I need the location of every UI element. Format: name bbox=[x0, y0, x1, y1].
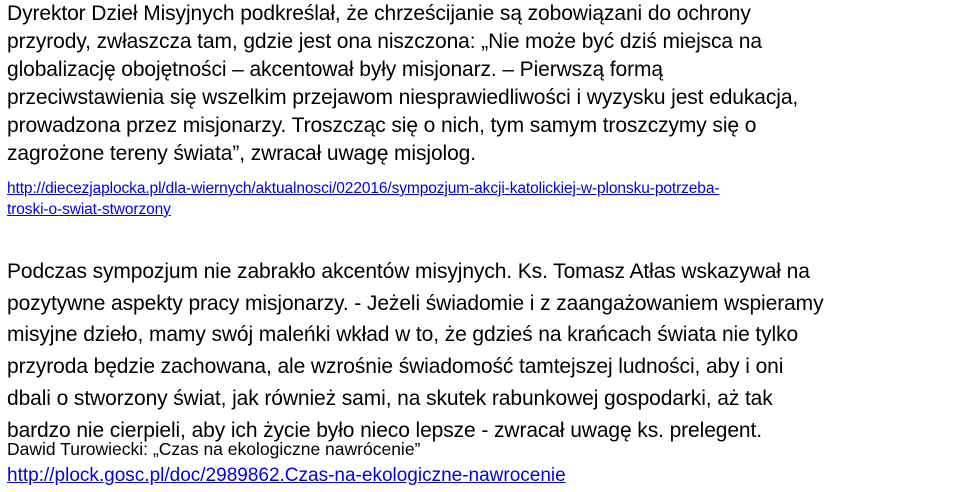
source-link-line[interactable]: http://diecezjaplocka.pl/dla-wiernych/aktualnosci/022016/sympozjum-akcji-katolickiej-w-plonsku-potrzeba- bbox=[7, 180, 720, 197]
paragraph-missions-director bbox=[7, 0, 957, 168]
paragraph-line: pozytywne aspekty pracy misjonarzy. - Jeżeli świadomie i z zaangażowaniem wspieramy bbox=[7, 291, 824, 315]
article-citation: Dawid Turowiecki: „Czas na ekologiczne nawrócenie” bbox=[7, 439, 421, 459]
paragraph-line: prowadzona przez misjonarzy. Troszcząc się o nich, tym samym troszczymy się o bbox=[7, 114, 757, 137]
paragraph-line: misyjne dzieło, mamy swój maleńki wkład w to, że gdzieś na krańcach świata nie tylko bbox=[7, 323, 799, 347]
paragraph-line: przyroda będzie zachowana, ale wzrośnie świadomość tamtejszej ludności, aby i oni bbox=[7, 355, 784, 379]
paragraph-symposium bbox=[7, 256, 957, 446]
paragraph-line: globalizację obojętności – akcentował były misjonarz. – Pierwszą formą bbox=[7, 58, 663, 81]
source-link-text[interactable]: http://plock.gosc.pl/doc/2989862.Czas-na-ekologiczne-nawrocenie bbox=[7, 465, 566, 486]
paragraph-line: bardzo nie cierpieli, aby ich życie było nieco lepsze - zwracał uwagę ks. prelegent. bbox=[7, 418, 762, 442]
paragraph-line: przyrody, zwłaszcza tam, gdzie jest ona niszczona: „Nie może być dziś miejsca na bbox=[7, 30, 762, 53]
paragraph-line: zagrożone tereny świata”, zwracał uwagę misjolog. bbox=[7, 142, 476, 165]
paragraph-line: Podczas sympozjum nie zabrakło akcentów misyjnych. Ks. Tomasz Atłas wskazywał na bbox=[7, 260, 810, 283]
source-link-line[interactable]: troski-o-swiat-stworzony bbox=[7, 201, 171, 218]
paragraph-line: Dyrektor Dzieł Misyjnych podkreślał, że chrześcijanie są zobowiązani do ochrony bbox=[7, 2, 751, 25]
paragraph-line: przeciwstawienia się wszelkim przejawom niesprawiedliwości i wyzysku jest edukacja, bbox=[7, 86, 799, 109]
source-link-gosc[interactable] bbox=[7, 463, 957, 488]
source-link-diecezja[interactable] bbox=[7, 178, 957, 220]
paragraph-line: dbali o stworzony świat, jak również sami, na skutek rabunkowej gospodarki, aż tak bbox=[7, 386, 773, 410]
